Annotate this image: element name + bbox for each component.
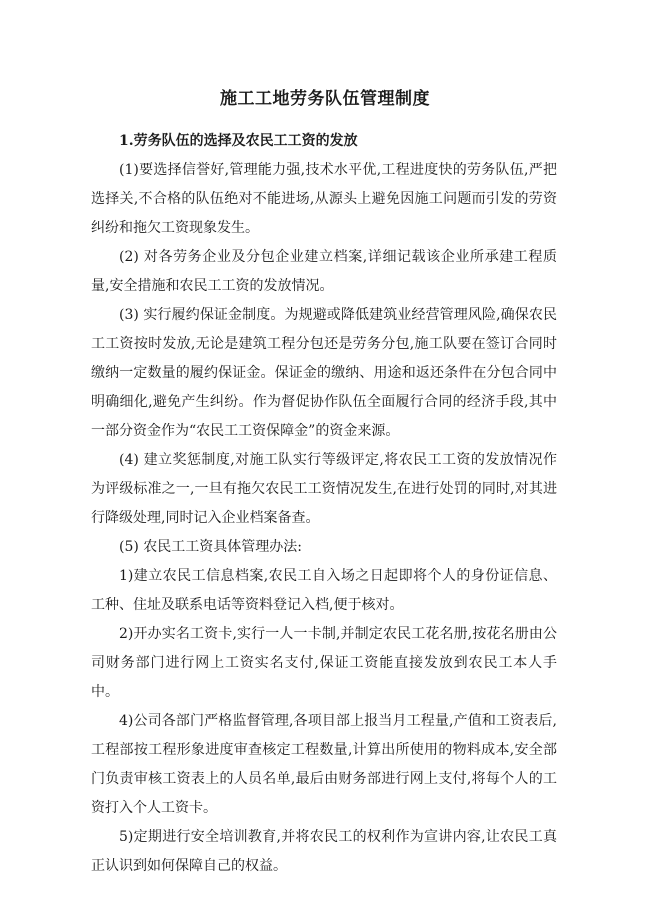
paragraph-9: 5)定期进行安全培训教育,并将农民工的权利作为宣讲内容,让农民工真正认识到如何保障自己的权益。 [91, 829, 557, 874]
paragraph-4: (4) 建立奖惩制度,对施工队实行等级评定,将农民工工资的发放情况作为评级标准之一,一旦有拖欠农民工工资情况发生,在进行处罚的同时,对其进行降级处理,同时记入企业档案备查。 [91, 452, 557, 526]
paragraph-5: (5) 农民工工资具体管理办法: [119, 539, 302, 555]
paragraph-1: (1)要选择信誉好,管理能力强,技术水平优,工程进度快的劳务队伍,严把选择关,不合格的队伍绝对不能进场,从源头上避免因施工问题而引发的劳资纠纷和拖欠工资现象发生。 [91, 162, 557, 236]
paragraph-2: (2) 对各劳务企业及分包企业建立档案,详细记载该企业所承建工程质量,安全措施和农民工工资的发放情况。 [91, 249, 557, 294]
document-title: 施工工地劳务队伍管理制度 [220, 89, 430, 109]
section-heading: 1.劳务队伍的选择及农民工工资的发放 [119, 133, 358, 149]
document-body [91, 127, 557, 881]
paragraph-8: 4)公司各部门严格监督管理,各项目部上报当月工程量,产值和工资表后,工程部按工程形象进度审查核定工程数量,计算出所使用的物料成本,安全部门负责审核工资表上的人员名单,最后由财务部进行网上支付,将每个人的工资打入个人工资卡。 [91, 713, 557, 816]
paragraph-6: 1)建立农民工信息档案,农民工自入场之日起即将个人的身份证信息、工种、住址及联系电话等资料登记入档,便于核对。 [91, 568, 557, 613]
paragraph-3: (3) 实行履约保证金制度。为规避或降低建筑业经营管理风险,确保农民工工资按时发放,无论是建筑工程分包还是劳务分包,施工队要在签订合同时缴纳一定数量的履约保证金。保证金的缴纳、用途和返还条件在分包合同中明确细化,避免产生纠纷。作为督促协作队伍全面履行合同的经济手段,其中一部分资金作为“农民工工资保障金”的资金来源。 [91, 307, 557, 439]
paragraph-7: 2)开办实名工资卡,实行一人一卡制,并制定农民工花名册,按花名册由公司财务部门进行网上工资实名支付,保证工资能直接发放到农民工本人手中。 [91, 626, 557, 700]
